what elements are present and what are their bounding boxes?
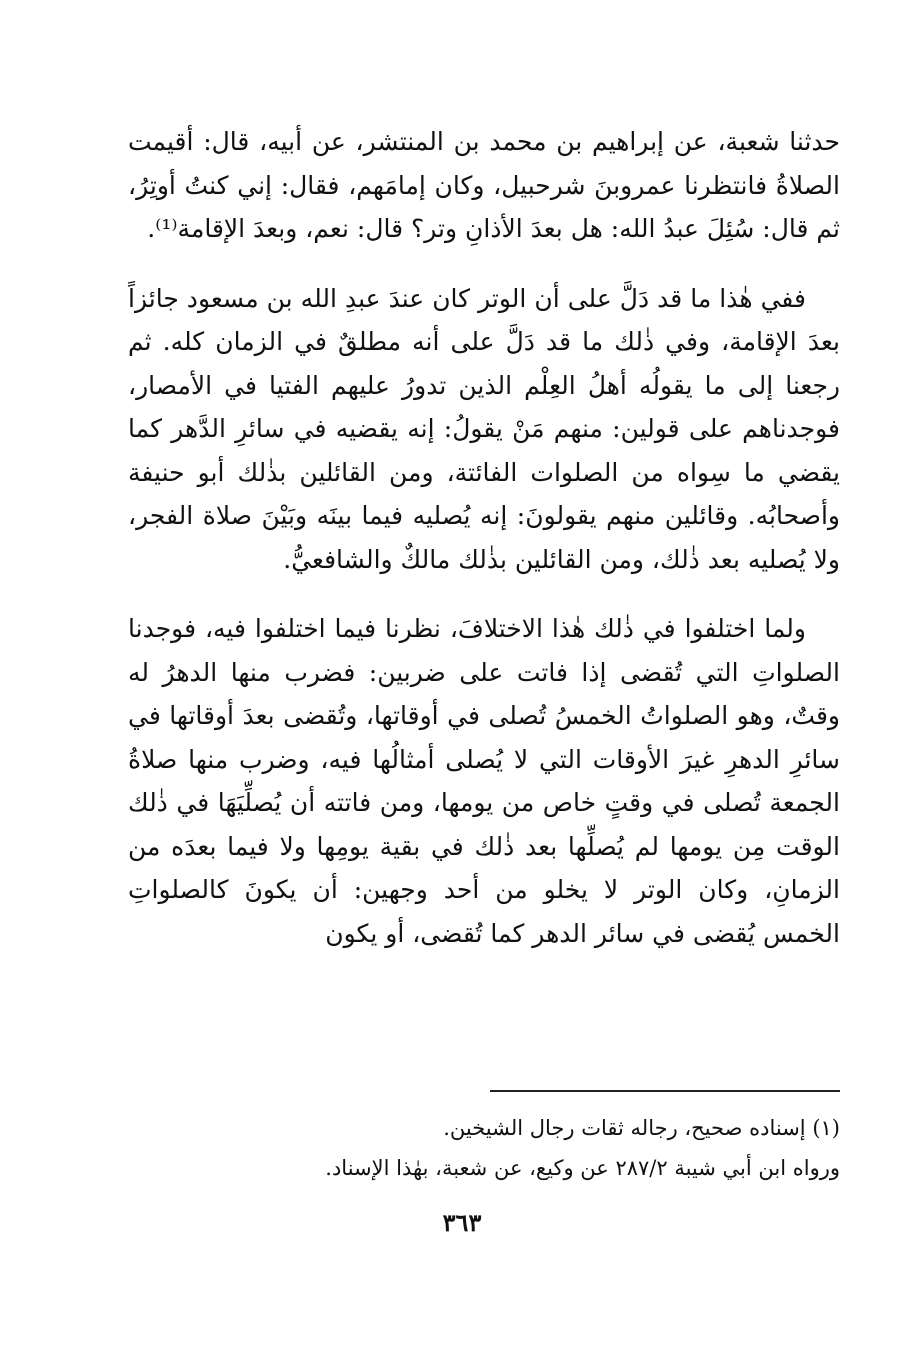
paragraph-3: ولما اختلفوا في ذٰلك هٰذا الاختلافَ، نظرنا فيما اختلفوا فيه، فوجدنا الصلواتِ التي تُقضى إذا فاتت على ضربين: فضرب منها الدهرُ له وقتٌ، وهو الصلواتُ الخمسُ تُصلى في أوقاتها، وتُقضى بعدَ أوقاتها في سائرِ الدهرِ غيرَ الأوقات التي لا يُصلى أمثالُها فيه، وضرب منها صلاةُ الجمعة تُصلى في وقتٍ خاص من يومها، ومن فاتته أن يُصلِّيَهَا في ذٰلك الوقت مِن يومها لم يُصلِّها بعد ذٰلك في بقية يومِها ولا فيما بعدَه من الزمانِ، وكان الوتر لا يخلو من أحد وجهين: أن يكونَ كالصلواتِ الخمس يُقضى في سائر الدهر كما تُقضى، أو يكون xyxy=(128,614,840,948)
footnote-1: (١) إسناده صحيح، رجاله ثقات رجال الشيخين. xyxy=(443,1116,840,1140)
footnotes xyxy=(200,1108,840,1188)
page-number: ٣٦٣ xyxy=(442,1208,482,1237)
footnote-divider xyxy=(490,1090,840,1092)
footnote-1-continuation: ورواه ابن أبي شيبة ٢٨٧/٢ عن وكيع، عن شعبة، بهٰذا الإسناد. xyxy=(325,1156,840,1180)
main-text xyxy=(128,120,840,955)
paragraph-1: حدثنا شعبة، عن إبراهيم بن محمد بن المنتشر، عن أبيه، قال: أقيمت الصلاةُ فانتظرنا عمروبنَ شرحبيل، وكان إمامَهم، فقال: إني كنتُ أوتِرُ، ثم قال: سُئِلَ عبدُ الله: هل بعدَ الأذانِ وتر؟ قال: نعم، وبعدَ الإقامة⁽¹⁾. xyxy=(128,127,840,243)
paragraph-2: ففي هٰذا ما قد دَلَّ على أن الوتر كان عندَ عبدِ الله بن مسعود جائزاً بعدَ الإقامة، وفي ذٰلك ما قد دَلَّ على أنه مطلقٌ في الزمان كله. ثم رجعنا إلى ما يقولُه أهلُ العِلْم الذين تدورُ عليهم الفتيا في الأمصار، فوجدناهم على قولين: منهم مَنْ يقولُ: إنه يقضيه في سائرِ الدَّهر كما يقضي ما سِواه من الصلوات الفائتة، ومن القائلين بذٰلك أبو حنيفة وأصحابُه. وقائلين منهم يقولونَ: إنه يُصليه فيما بينَه وبَيْنَ صلاة الفجر، ولا يُصليه بعد ذٰلك، ومن القائلين بذٰلك مالكٌ والشافعيُّ. xyxy=(128,283,840,574)
